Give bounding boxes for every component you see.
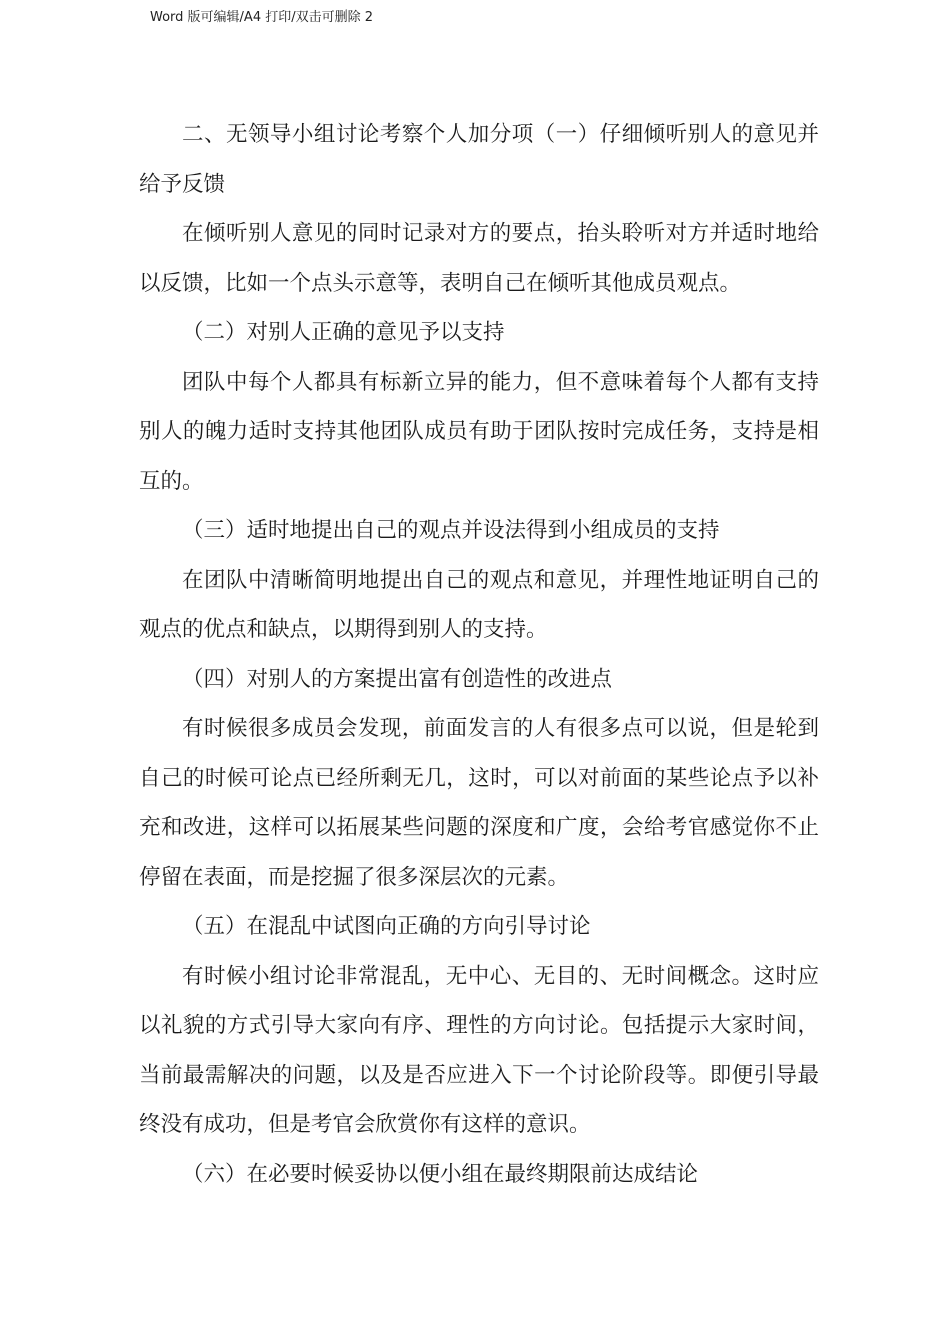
section-heading: 二、无领导小组讨论考察个人加分项（一）仔细倾听别人的意见并给予反馈: [139, 122, 819, 197]
section-heading: （三）适时地提出自己的观点并设法得到小组成员的支持: [182, 518, 720, 543]
document-body: [139, 110, 819, 1199]
section-heading: （四）对别人的方案提出富有创造性的改进点: [182, 666, 613, 692]
body-paragraph: 团队中每个人都具有标新立异的能力，但不意味着每个人都有支持别人的魄力适时支持其他团队成员有助于团队按时完成任务，支持是相互的。: [139, 369, 819, 494]
body-paragraph: 有时候很多成员会发现，前面发言的人有很多点可以说，但是轮到自己的时候可论点已经所剩无几，这时，可以对前面的某些论点予以补充和改进，这样可以拓展某些问题的深度和广度，会给考官感觉你不止停留在表面，而是挖掘了很多深层次的元素。: [139, 716, 819, 890]
body-paragraph: 在团队中清晰简明地提出自己的观点和意见，并理性地证明自己的观点的优点和缺点，以期得到别人的支持。: [139, 567, 819, 642]
body-paragraph: 在倾听别人意见的同时记录对方的要点，抬头聆听对方并适时地给以反馈，比如一个点头示意等，表明自己在倾听其他成员观点。: [139, 221, 819, 296]
body-paragraph: 有时候小组讨论非常混乱，无中心、无目的、无时间概念。这时应以礼貌的方式引导大家向有序、理性的方向讨论。包括提示大家时间，当前最需解决的问题，以及是否应进入下一个讨论阶段等。即便引导最终没有成功，但是考官会欣赏你有这样的意识。: [139, 963, 819, 1137]
section-heading: （二）对别人正确的意见予以支持: [182, 320, 505, 345]
section-heading: （六）在必要时候妥协以便小组在最终期限前达成结论: [182, 1161, 699, 1187]
page-header-note: Word 版可编辑/A4 打印/双击可删除 2: [150, 10, 374, 25]
section-heading: （五）在混乱中试图向正确的方向引导讨论: [182, 914, 591, 939]
